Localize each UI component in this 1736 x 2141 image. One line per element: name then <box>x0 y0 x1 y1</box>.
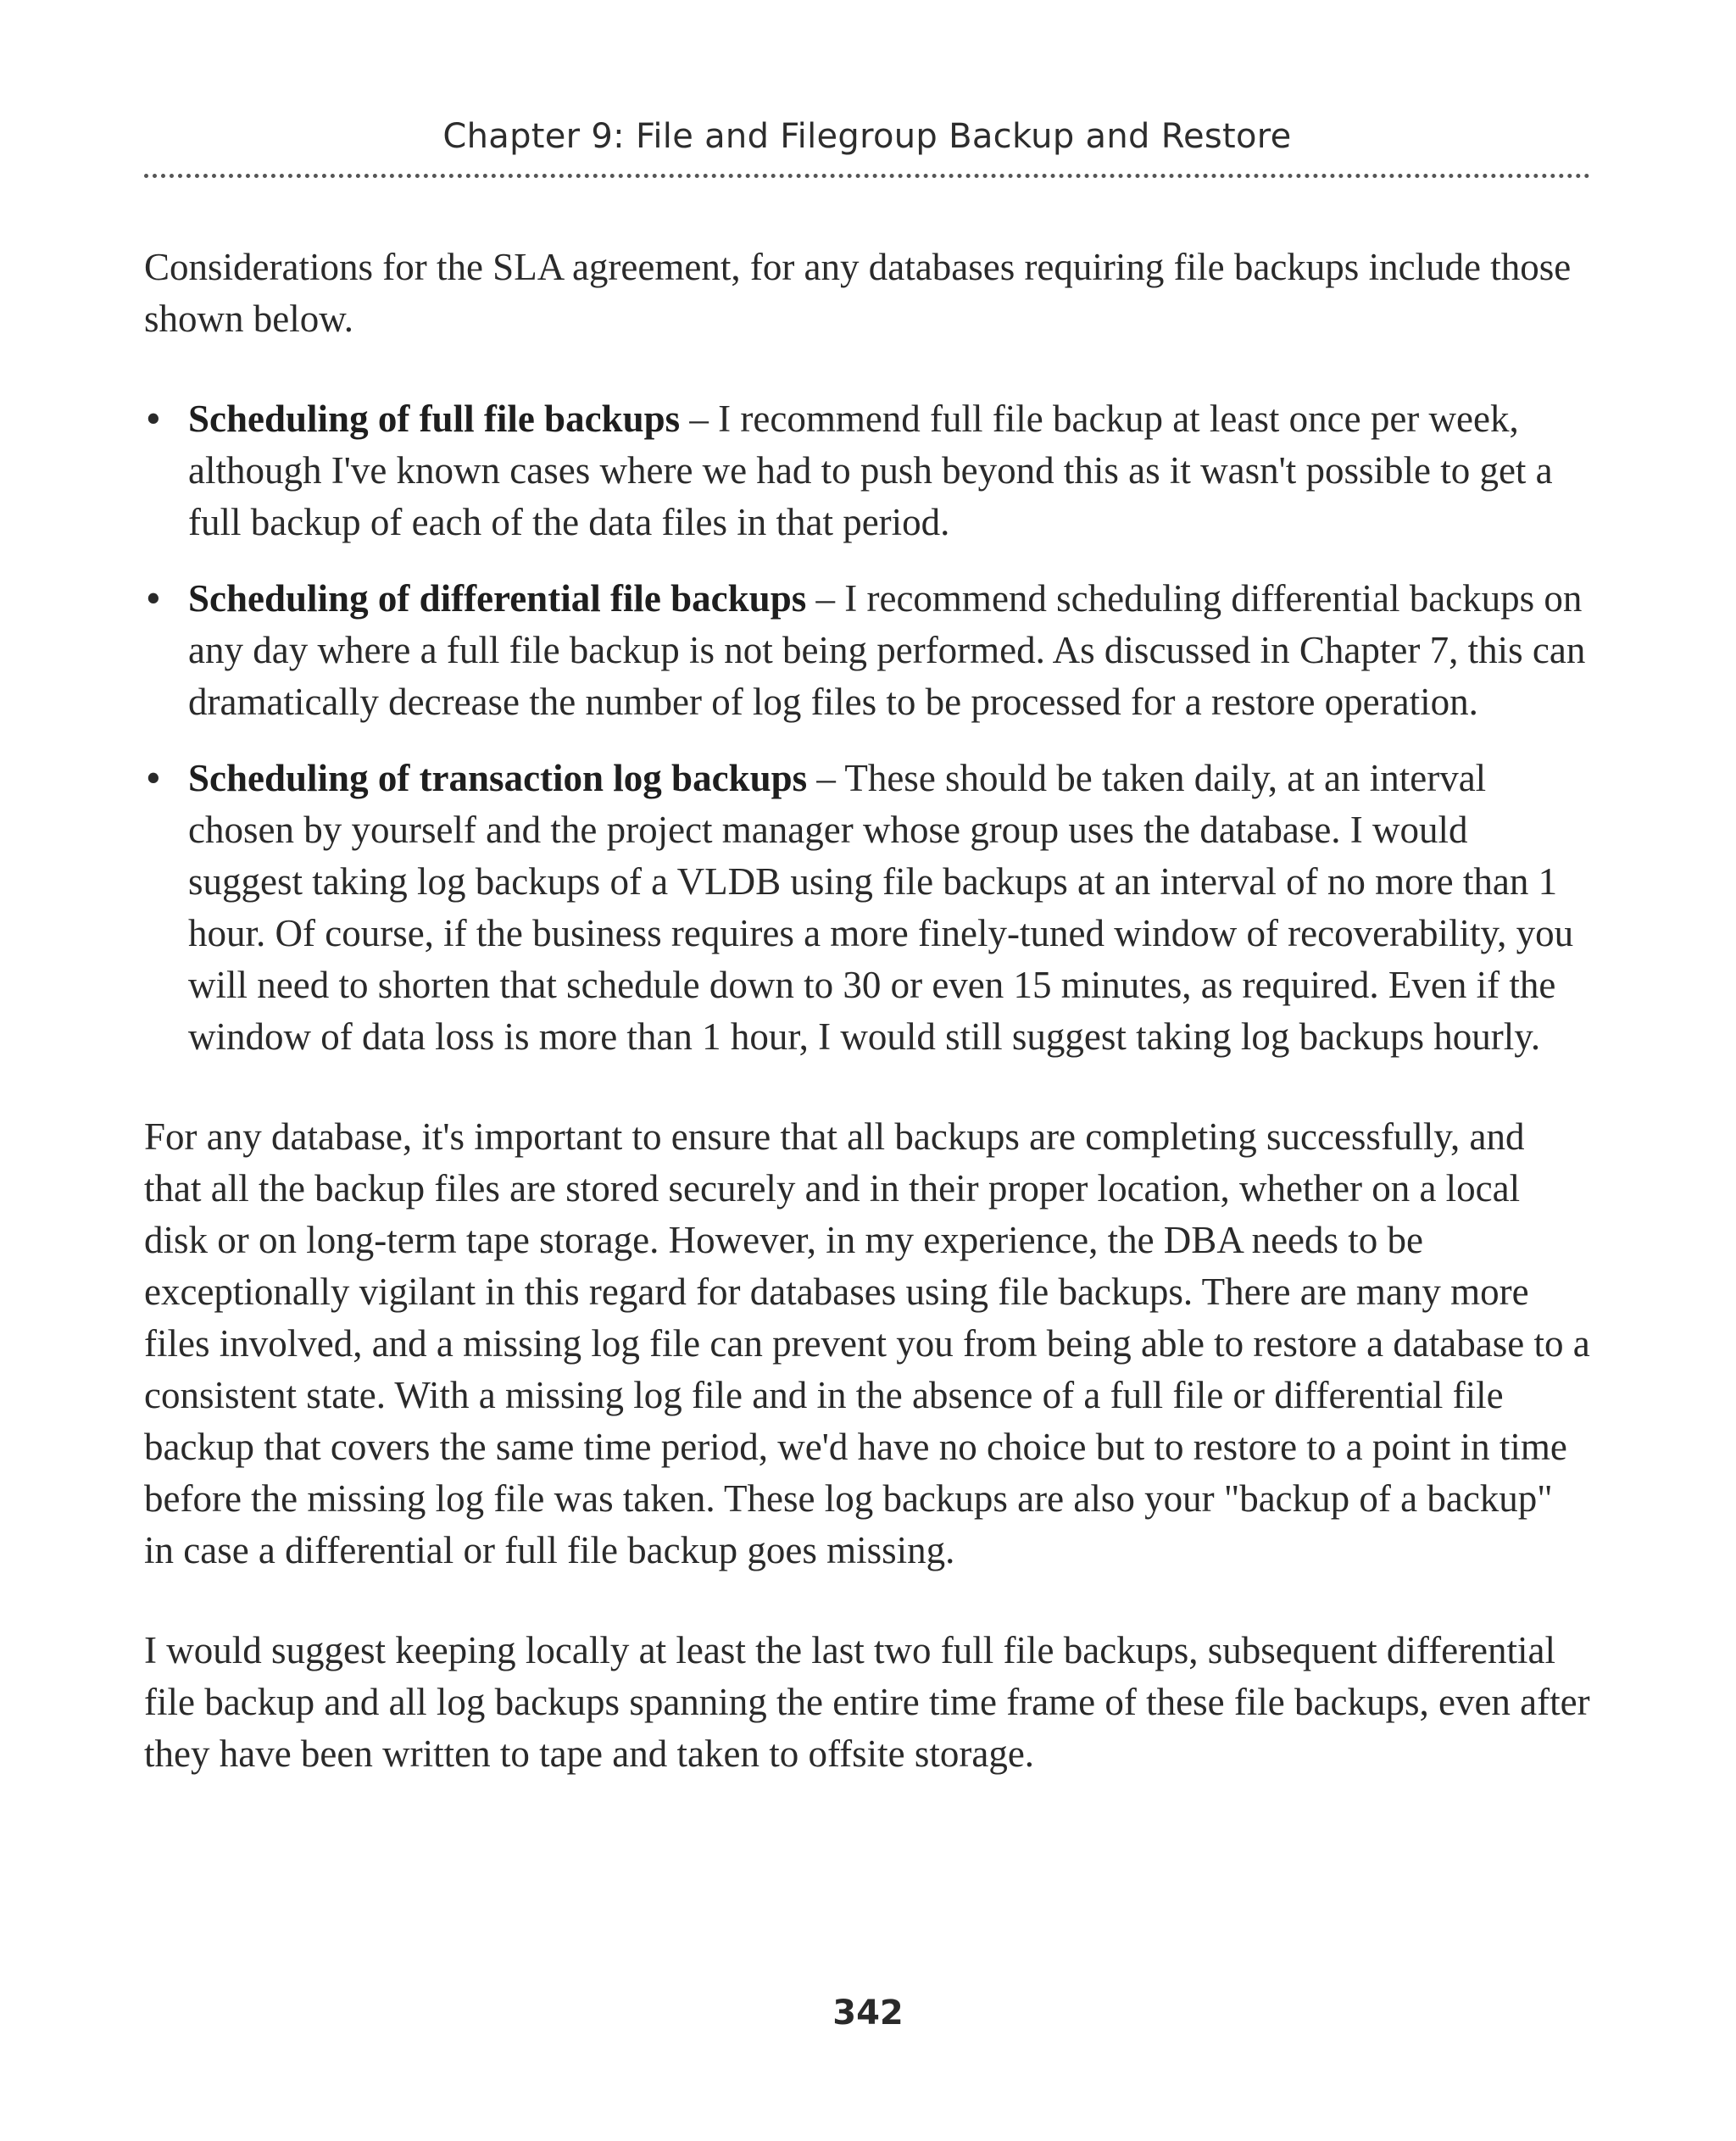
bullet-icon: • <box>147 757 160 799</box>
list-item <box>144 753 1590 1063</box>
bullet-icon: • <box>147 577 160 620</box>
list-item <box>144 573 1590 728</box>
body-paragraph: For any database, it's important to ensure that all backups are completing successfully, and that all the backup files are stored securely and in their proper location, whether on a local disk or on long-term tape storage. However, in my experience, the DBA needs to be exceptionally vigilant in this regard for databases using file backups. There are many more files involved, and a missing log file can prevent you from being able to restore a database to a consistent state. With a missing log file and in the absence of a full file or differential file backup that covers the same time period, we'd have no choice but to restore to a point in time before the missing log file was taken. These log backups are also your "backup of a backup" in case a differential or full file backup goes missing. <box>144 1115 1590 1571</box>
page-body <box>144 242 1590 1780</box>
intro-paragraph: Considerations for the SLA agreement, for any databases requiring file backups include those shown below. <box>144 246 1572 340</box>
bullet-text: – I recommend full file backup at least once per week, although I've known cases where we had to push beyond this as it wasn't possible to get a full backup of each of the data files in that period. <box>188 398 1553 543</box>
running-header: Chapter 9: File and Filegroup Backup and Restore <box>442 117 1292 156</box>
list-item <box>144 393 1590 548</box>
bullet-term: Scheduling of differential file backups <box>188 577 807 620</box>
header-divider <box>144 174 1590 178</box>
bullet-text: – I recommend scheduling differential backups on any day where a full file backup is not being performed. As discussed in Chapter 7, this can dramatically decrease the number of log files to be processed for a restore operation. <box>188 577 1586 723</box>
bullet-text: – These should be taken daily, at an interval chosen by yourself and the project manager whose group uses the database. I would suggest taking log backups of a VLDB using file backups at an interval of no more than 1 hour. Of course, if the business requires a more finely-tuned window of recoverability, you will need to shorten that schedule down to 30 or even 15 minutes, as required. Even if the window of data loss is more than 1 hour, I would still suggest taking log backups hourly. <box>188 757 1574 1058</box>
considerations-list <box>144 393 1590 1063</box>
page-number: 342 <box>832 1994 904 2033</box>
bullet-term: Scheduling of transaction log backups <box>188 757 808 799</box>
body-paragraph: I would suggest keeping locally at least the last two full file backups, subsequent differential file backup and all log backups spanning the entire time frame of these file backups, even after they have been written to tape and taken to offsite storage. <box>144 1629 1590 1775</box>
bullet-icon: • <box>147 398 160 440</box>
bullet-term: Scheduling of full file backups <box>188 398 681 440</box>
